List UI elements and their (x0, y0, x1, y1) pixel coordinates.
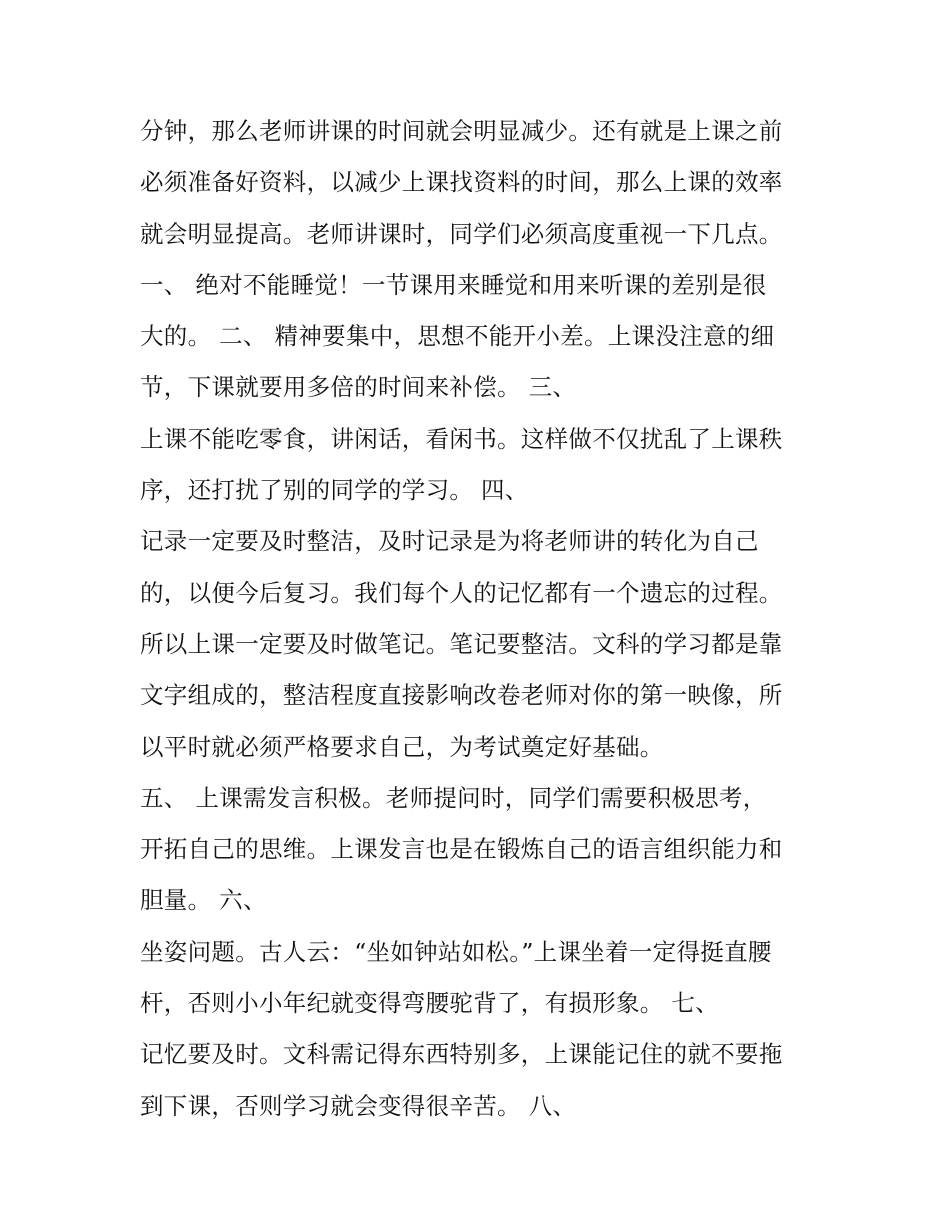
text-line: 以平时就必须严格要求自己，为考试奠定好基础。 (140, 732, 664, 761)
text-line: 坐姿问题。古人云：“坐如钟站如松。”上课坐着一定得挺直腰 (140, 937, 772, 966)
text-line: 就会明显提高。老师讲课时，同学们必须高度重视一下几点。 (140, 219, 783, 248)
text-line: 记忆要及时。文科需记得东西特别多，上课能记住的就不要拖 (140, 1040, 783, 1069)
text-line: 大的。 二、 精神要集中，思想不能开小差。上课没注意的细 (140, 322, 775, 351)
text-line: 胆量。 六、 (140, 886, 267, 915)
text-line: 开拓自己的思维。上课发言也是在锻炼自己的语言组织能力和 (140, 835, 783, 864)
text-line: 到下课，否则学习就会变得很辛苦。 八、 (140, 1091, 577, 1120)
text-line: 五、 上课需发言积极。老师提问时，同学们需要积极思考， (140, 783, 767, 812)
text-line: 杆，否则小小年纪就变得弯腰驼背了，有损形象。 七、 (140, 989, 719, 1018)
text-line: 节，下课就要用多倍的时间来补偿。 三、 (140, 373, 577, 402)
body-text (140, 106, 830, 1132)
text-line: 所以上课一定要及时做笔记。笔记要整洁。文科的学习都是靠 (140, 629, 783, 658)
text-line: 一、 绝对不能睡觉！一节课用来睡觉和用来听课的差别是很 (140, 270, 767, 299)
text-line: 记录一定要及时整洁，及时记录是为将老师讲的转化为自己 (140, 527, 759, 556)
text-line: 分钟，那么老师讲课的时间就会明显减少。还有就是上课之前 (140, 117, 783, 145)
text-line: 文字组成的，整洁程度直接影响改卷老师对你的第一映像，所 (140, 681, 783, 710)
text-line: 序，还打扰了别的同学的学习。 四、 (140, 476, 529, 505)
text-line: 的，以便今后复习。我们每个人的记忆都有一个遗忘的过程。 (140, 578, 783, 607)
text-line: 上课不能吃零食，讲闲话，看闲书。这样做不仅扰乱了上课秩 (140, 424, 783, 453)
text-line: 必须准备好资料，以减少上课找资料的时间，那么上课的效率 (140, 168, 783, 197)
